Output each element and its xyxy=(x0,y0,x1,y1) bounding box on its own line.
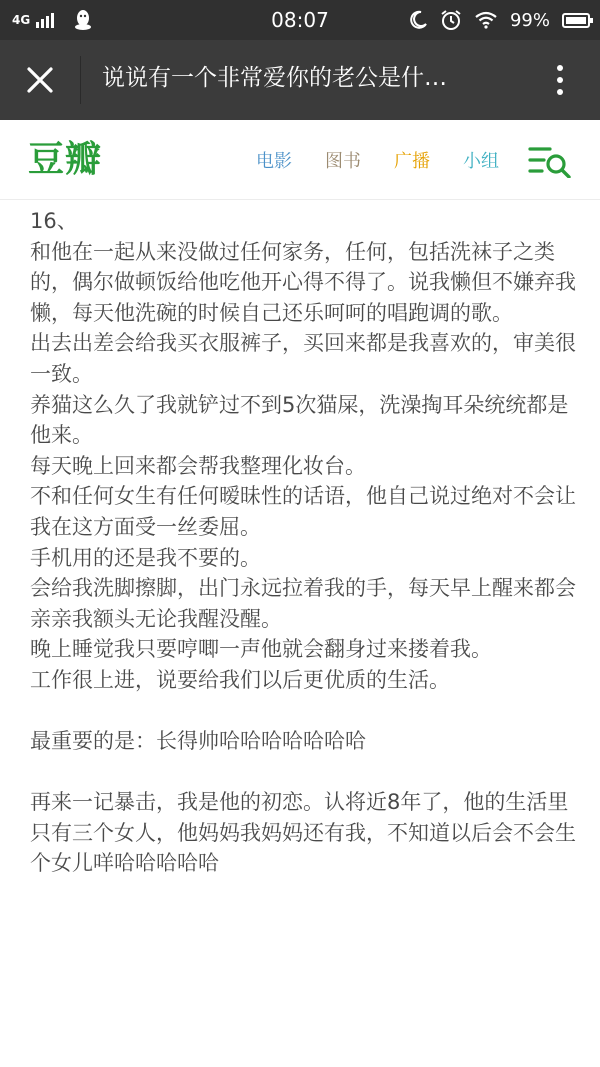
content-paragraph: 养猫这么久了我就铲过不到5次猫屎，洗澡掏耳朵统统都是他来。 xyxy=(30,392,569,448)
content-paragraph: 每天晚上回来都会帮我整理化妆台。 xyxy=(30,453,366,478)
signal-icon xyxy=(36,12,54,28)
battery-icon xyxy=(562,13,590,28)
content-paragraph: 16、 xyxy=(30,209,78,233)
content-paragraph: 和他在一起从来没做过任何家务，任何，包括洗袜子之类的，偶尔做顿饭给他吃他开心得不得了。说我懒但不嫌弃我懒，每天他洗碗的时候自己还乐呵呵的唱跑调的歌。 xyxy=(30,239,576,325)
qq-icon xyxy=(74,9,92,31)
clock: 08:07 xyxy=(271,8,329,32)
alarm-icon xyxy=(440,9,462,31)
title-bar xyxy=(0,40,600,120)
nav-item-books[interactable]: 图书 xyxy=(325,151,361,172)
content-paragraph: 最重要的是：长得帅哈哈哈哈哈哈哈 xyxy=(30,729,366,754)
content-paragraph: 晚上睡觉我只要哼唧一声他就会翻身过来搂着我。 xyxy=(30,637,492,662)
post-content xyxy=(30,206,578,879)
content-paragraph: 出去出差会给我买衣服裤子，买回来都是我喜欢的，审美很一致。 xyxy=(30,331,576,386)
network-type: 4G xyxy=(12,13,31,27)
wifi-icon xyxy=(474,11,498,29)
more-dot-icon xyxy=(557,65,563,71)
site-nav xyxy=(256,120,532,200)
battery-fill xyxy=(566,17,586,24)
close-button[interactable] xyxy=(0,40,80,120)
menu-search-icon[interactable] xyxy=(528,144,572,178)
moon-icon xyxy=(408,10,428,30)
content-paragraph: 不和任何女生有任何暧昧性的话语，他自己说过绝对不会让我在这方面受一丝委屈。 xyxy=(30,484,576,539)
content-paragraph: 再来一记暴击，我是他的初恋。认将近8年了，他的生活里只有三个女人，他妈妈我妈妈还有我，不知道以后会不会生个女儿咩哈哈哈哈哈 xyxy=(30,790,576,876)
content-paragraph: 手机用的还是我不要的。 xyxy=(30,545,261,570)
close-icon xyxy=(26,66,54,94)
more-options-button[interactable] xyxy=(540,40,580,120)
site-header xyxy=(0,120,600,200)
blank-line xyxy=(30,757,578,788)
content-paragraph: 工作很上进，说要给我们以后更优质的生活。 xyxy=(30,667,450,692)
more-dot-icon xyxy=(557,77,563,83)
status-right xyxy=(408,0,590,40)
nav-item-movie[interactable]: 电影 xyxy=(256,151,292,172)
status-bar xyxy=(0,0,600,40)
battery-percent: 99% xyxy=(509,9,550,31)
title-divider xyxy=(80,56,81,104)
more-dot-icon xyxy=(557,89,563,95)
page-title: 说说有一个非常爱你的老公是什… xyxy=(102,65,447,91)
douban-logo[interactable]: 豆瓣 xyxy=(28,139,103,180)
content-paragraph: 会给我洗脚擦脚，出门永远拉着我的手，每天早上醒来都会亲亲我额头无论我醒没醒。 xyxy=(30,576,576,631)
nav-item-groups[interactable]: 小组 xyxy=(463,151,499,172)
nav-item-broadcast[interactable]: 广播 xyxy=(394,151,430,172)
blank-line xyxy=(30,696,578,727)
status-left xyxy=(12,0,92,40)
